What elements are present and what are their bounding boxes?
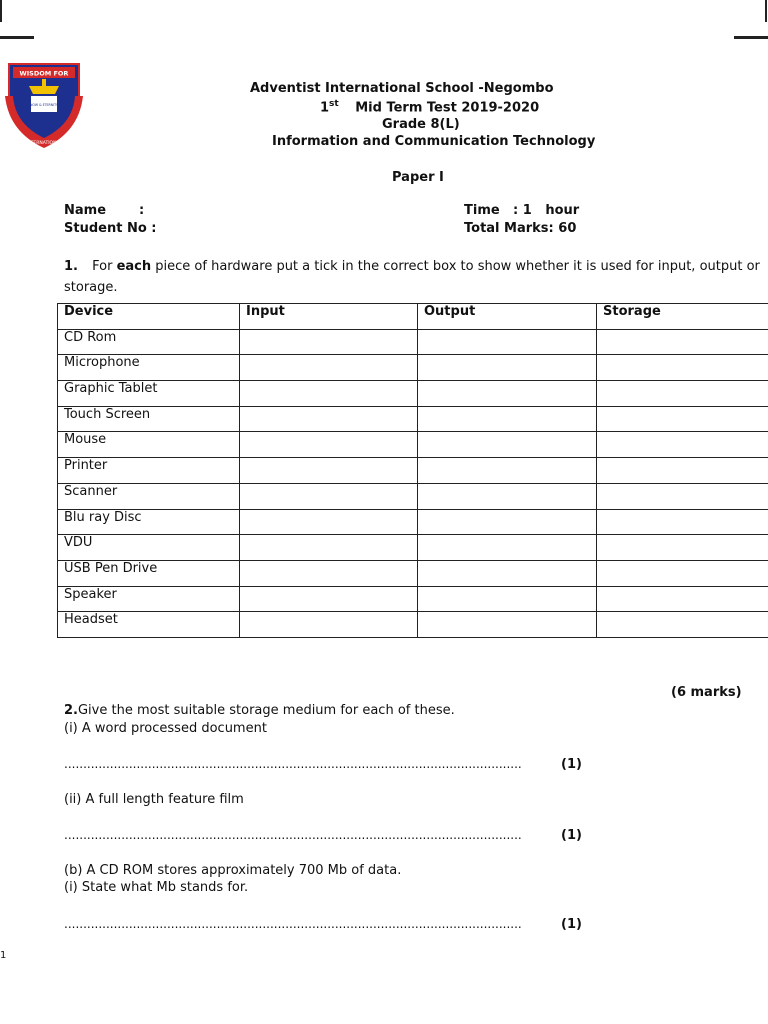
input-checkbox-cell[interactable] (240, 586, 418, 612)
question-1-text (64, 256, 764, 298)
crop-mark-top-left (0, 36, 34, 39)
answer-line-3[interactable]: ........................................................................................................................ (64, 917, 522, 931)
input-checkbox-cell[interactable] (240, 509, 418, 535)
output-checkbox-cell[interactable] (418, 535, 597, 561)
table-row (58, 381, 768, 407)
storage-checkbox-cell[interactable] (597, 535, 768, 561)
device-cell: VDU (58, 535, 240, 561)
column-header-storage: Storage (597, 304, 768, 330)
column-header-input: Input (240, 304, 418, 330)
storage-checkbox-cell[interactable] (597, 381, 768, 407)
input-checkbox-cell[interactable] (240, 329, 418, 355)
question-1-text-c: piece of hardware put a tick in the correct box to show whether it is used for input, output or (155, 259, 760, 274)
crop-mark-top-right-vertical (765, 0, 767, 22)
output-checkbox-cell[interactable] (418, 329, 597, 355)
input-checkbox-cell[interactable] (240, 381, 418, 407)
storage-checkbox-cell[interactable] (597, 509, 768, 535)
table-row (58, 355, 768, 381)
paper-title: Paper I (392, 170, 444, 185)
input-checkbox-cell[interactable] (240, 458, 418, 484)
answer-mark-2: (1) (561, 828, 582, 843)
column-header-device: Device (58, 304, 240, 330)
output-checkbox-cell[interactable] (418, 432, 597, 458)
output-checkbox-cell[interactable] (418, 586, 597, 612)
output-checkbox-cell[interactable] (418, 612, 597, 638)
output-checkbox-cell[interactable] (418, 560, 597, 586)
term-title: Mid Term Test 2019-2020 (355, 100, 540, 116)
input-checkbox-cell[interactable] (240, 560, 418, 586)
question-2-part-b-i: (i) State what Mb stands for. (64, 880, 249, 895)
name-label: Name (64, 203, 107, 218)
logo-top-text: WISDOM FOR (19, 69, 69, 78)
question-2-number: 2. (64, 703, 78, 718)
output-checkbox-cell[interactable] (418, 509, 597, 535)
device-cell: USB Pen Drive (58, 560, 240, 586)
logo-middle-text: NOW & ETERNITY (30, 103, 58, 107)
storage-checkbox-cell[interactable] (597, 586, 768, 612)
grade-title: Grade 8(L) (382, 117, 460, 132)
storage-checkbox-cell[interactable] (597, 458, 768, 484)
question-2-part-b: (b) A CD ROM stores approximately 700 Mb of data. (64, 863, 402, 878)
device-cell: Blu ray Disc (58, 509, 240, 535)
question-1-marks: (6 marks) (671, 685, 742, 700)
storage-checkbox-cell[interactable] (597, 560, 768, 586)
crop-mark-top-left-vertical (0, 0, 2, 22)
question-2-part-i: (i) A word processed document (64, 721, 267, 736)
input-checkbox-cell[interactable] (240, 355, 418, 381)
input-checkbox-cell[interactable] (240, 535, 418, 561)
table-row (58, 535, 768, 561)
table-row (58, 458, 768, 484)
table-row (58, 483, 768, 509)
storage-checkbox-cell[interactable] (597, 406, 768, 432)
table-row (58, 509, 768, 535)
storage-checkbox-cell[interactable] (597, 483, 768, 509)
answer-mark-3: (1) (561, 917, 582, 932)
table-row (58, 432, 768, 458)
table-row (58, 586, 768, 612)
time-label: Time (464, 203, 500, 218)
device-cell: Touch Screen (58, 406, 240, 432)
question-2-part-ii: (ii) A full length feature film (64, 792, 244, 807)
question-1-text-d: storage. (64, 280, 118, 295)
storage-checkbox-cell[interactable] (597, 329, 768, 355)
storage-checkbox-cell[interactable] (597, 432, 768, 458)
input-checkbox-cell[interactable] (240, 432, 418, 458)
device-cell: Speaker (58, 586, 240, 612)
device-cell: Headset (58, 612, 240, 638)
device-cell: Microphone (58, 355, 240, 381)
device-cell: Graphic Tablet (58, 381, 240, 407)
answer-line-2[interactable]: ........................................................................................................................ (64, 828, 522, 842)
input-checkbox-cell[interactable] (240, 483, 418, 509)
question-2-stem: Give the most suitable storage medium for each of these. (77, 703, 455, 718)
table-row (58, 406, 768, 432)
storage-checkbox-cell[interactable] (597, 612, 768, 638)
table-row (58, 612, 768, 638)
time-value: : 1 hour (513, 203, 580, 218)
name-colon: : (139, 203, 145, 218)
page-number: 1 (0, 950, 7, 961)
table-row (58, 329, 768, 355)
question-2-text (64, 703, 455, 718)
subject-title: Information and Communication Technology (272, 134, 596, 149)
storage-checkbox-cell[interactable] (597, 355, 768, 381)
question-1-text-a: For (92, 259, 113, 274)
device-cell: CD Rom (58, 329, 240, 355)
term-number: 1 (320, 100, 330, 116)
term-superscript: st (329, 99, 339, 109)
output-checkbox-cell[interactable] (418, 483, 597, 509)
question-1-text-b: each (116, 259, 152, 274)
device-cell: Printer (58, 458, 240, 484)
output-checkbox-cell[interactable] (418, 406, 597, 432)
output-checkbox-cell[interactable] (418, 355, 597, 381)
total-marks: Total Marks: 60 (464, 221, 577, 236)
table-row (58, 560, 768, 586)
device-cell: Mouse (58, 432, 240, 458)
crop-mark-top-right (734, 36, 768, 39)
column-header-output: Output (418, 304, 597, 330)
device-cell: Scanner (58, 483, 240, 509)
answer-mark-1: (1) (561, 757, 582, 772)
input-checkbox-cell[interactable] (240, 406, 418, 432)
student-no-label: Student No : (64, 221, 157, 236)
input-checkbox-cell[interactable] (240, 612, 418, 638)
table-header-row (58, 304, 768, 330)
school-crest-logo (3, 60, 85, 150)
school-name: Adventist International School -Negombo (250, 81, 554, 96)
test-title (320, 99, 539, 115)
output-checkbox-cell[interactable] (418, 458, 597, 484)
output-checkbox-cell[interactable] (418, 381, 597, 407)
hardware-table (57, 303, 768, 638)
logo-ring-text: INTERNATIONAL (25, 141, 63, 146)
question-1-number: 1. (64, 259, 78, 274)
answer-line-1[interactable]: ........................................................................................................................ (64, 757, 522, 771)
